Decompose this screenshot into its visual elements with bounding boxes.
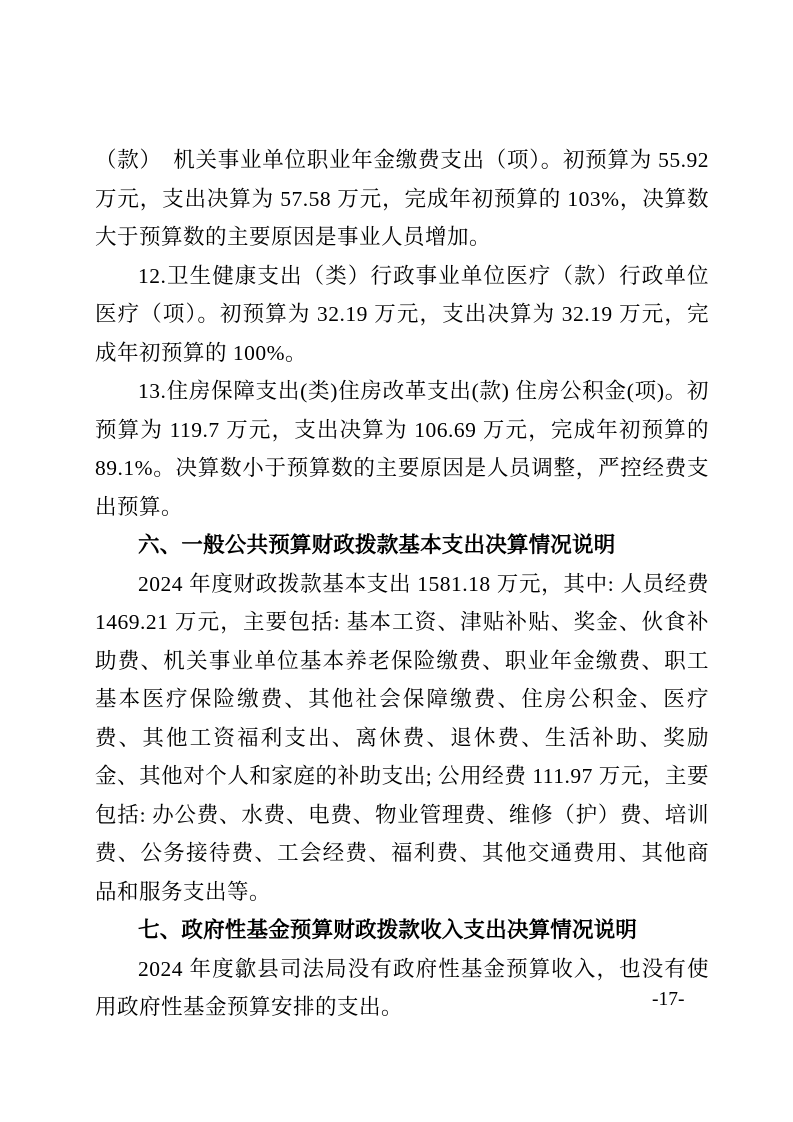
section-heading: 七、政府性基金预算财政拨款收入支出决算情况说明 xyxy=(138,918,638,942)
body-paragraph: （款） 机关事业单位职业年金缴费支出（项）。初预算为 55.92 万元，支出决算为 57.58 万元，完成年初预算的 103%，决算数大于预算数的主要原因是事业人员增加。 xyxy=(95,148,709,249)
body-paragraph: 13.住房保障支出(类)住房改革支出(款) 住房公积金(项)。初预算为 119.7 万元，支出决算为 106.69 万元，完成年初预算的 89.1%。决算数小于预算数的主要原因是人员调整，严控经费支出预算。 xyxy=(95,379,709,519)
body-paragraph: 2024 年度财政拨款基本支出 1581.18 万元，其中: 人员经费 1469.21 万元，主要包括: 基本工资、津贴补贴、奖金、伙食补助费、机关事业单位基本养老保险缴费、职业年金缴费、职工基本医疗保险缴费、其他社会保障缴费、住房公积金、医疗费、其他工资福利支出、离休费、退休费、生活补助、奖励金、其他对个人和家庭的补助支出; 公用经费 111.97 万元，主要包括: 办公费、水费、电费、物业管理费、维修（护）费、培训费、公务接待费、工会经费、福利费、其他交通费用、其他商品和服务支出等。 xyxy=(95,571,709,904)
page-number: -17- xyxy=(652,989,685,1010)
document-body xyxy=(95,141,709,1027)
body-paragraph: 2024 年度歙县司法局没有政府性基金预算收入，也没有使用政府性基金预算安排的支出。 xyxy=(95,956,709,1019)
section-heading: 六、一般公共预算财政拨款基本支出决算情况说明 xyxy=(138,533,616,557)
body-paragraph: 12.卫生健康支出（类）行政事业单位医疗（款）行政单位医疗（项）。初预算为 32.19 万元，支出决算为 32.19 万元，完成年初预算的 100%。 xyxy=(95,263,709,365)
